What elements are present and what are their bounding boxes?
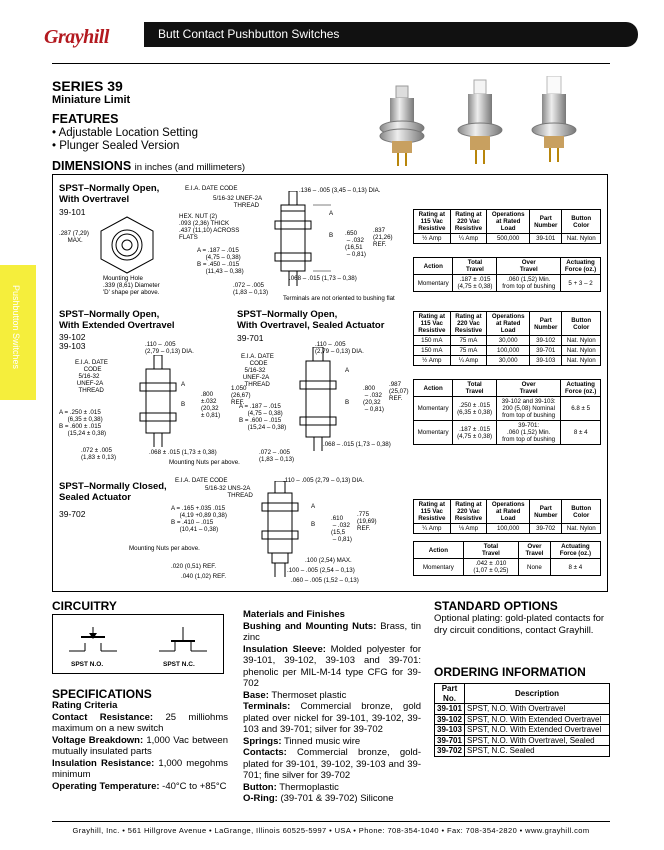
feature-item: • Adjustable Location Setting	[52, 127, 198, 139]
dimensions-title: DIMENSIONS in inches (and millimeters)	[52, 159, 246, 173]
dim-072-2: .072 ± .005 (1,83 ± 0,13)	[81, 447, 117, 461]
specifications-body: Rating Criteria Contact Resistance: 25 milliohms maximum on a new switch Voltage Breakdown: 1,000 Vac between mutually insulated parts Insulation Resistance: 1,000 megohms minimum Operating Temperature: -40°C to +85°C	[52, 700, 229, 792]
travel-table-1: Action Total Travel Over Travel Actuating Force (oz.) Momentary .187 ± .015 (4,75 ± 0,38) .060 (1,52) Min. from top of bushing 5 + 3 – 2	[413, 257, 601, 292]
grayhill-logo: Grayhill	[44, 26, 109, 48]
section-39-102-code: 39-102 39-103	[59, 332, 86, 351]
section-39-102-title: SPST–Normally Open, With Extended Overtravel	[59, 309, 175, 331]
dim-650: .650 – .032 (16,51 – 0,81)	[345, 230, 366, 258]
ordering-col-part: Part No.	[435, 684, 465, 704]
label-a-1: A	[329, 210, 334, 217]
dim-287: .287 (7,29) MAX.	[59, 230, 89, 244]
dim-060: .060 – .005 (1,52 – 0,13)	[291, 577, 359, 584]
th-part: Part Number	[530, 210, 562, 234]
thread-4: 5/16-32 UNS-2A THREAD	[205, 485, 253, 499]
ordering-title: ORDERING INFORMATION	[434, 665, 586, 679]
label-a-4: A	[311, 503, 316, 510]
product-photos	[368, 76, 600, 168]
switch-photo-image	[368, 76, 600, 168]
dim-100: .100 – .005 (2,54 – 0,13)	[287, 567, 355, 574]
eia-code-4: E.I.A. DATE CODE	[175, 477, 228, 484]
dia-110-4: .110 – .005 (2,79 – 0,13) DIA.	[283, 477, 365, 484]
section-39-701-code: 39-701	[237, 333, 264, 343]
section-39-101-title: SPST–Normally Open, With Overtravel	[59, 183, 160, 205]
a-b-dims-2: A = .250 ± .015 (6,35 ± 0,38) B = .600 ± .015 (15,24 ± 0,38)	[59, 409, 107, 437]
circuit-nc-label: SPST N.C.	[163, 661, 195, 668]
label-a-2: A	[181, 381, 186, 388]
dia-110-2: .110 – .005 (2,79 – 0,13) DIA.	[145, 341, 194, 355]
dim-100-max: .100 (2,54) MAX.	[305, 557, 352, 564]
table-row: 150 mA 75 mA 30,000 39-102 Nat. Nylon	[414, 336, 601, 346]
mount-nuts-4: Mounting Nuts per above.	[129, 545, 200, 552]
hex-nut-drawing	[97, 215, 157, 275]
table-row: 39-702 SPST, N.C. Sealed	[435, 746, 610, 757]
travel-table-2: Action Total Travel Over Travel Actuating Force (oz.) Momentary .250 ± .015 (6,35 ± 0,38) 39-102 and 39-103: 200 (5,08) Nominal from top of bushing 6.8 ± 5 Momentary .187 ± .015 (4,75 ± 0,38) 39-701: .060 (1,52) Min. from top of bushing 8 ± 4	[413, 379, 601, 445]
switch-drawing-4	[245, 481, 315, 581]
dim-068-2: .068 ± .015 (1,73 ± 0,38)	[149, 449, 217, 456]
footer-rule	[52, 821, 610, 822]
circuitry-panel	[52, 614, 224, 674]
features-list	[52, 127, 198, 153]
dim-610: .610 – .032 (15,5 – 0,81)	[331, 515, 352, 543]
dim-072-1: .072 – .005 (1,83 – 0,13)	[233, 282, 269, 296]
header-rule	[52, 63, 610, 64]
terminals-note: Terminals are not oriented to bushing flat	[283, 295, 395, 302]
th-button: Button Color	[562, 210, 601, 234]
th-rating220: Rating at 220 Vac Resistive	[450, 210, 487, 234]
dim-837: .837 (21,26) REF.	[373, 227, 393, 248]
table-row: 39-101 SPST, N.O. With Overtravel	[435, 704, 610, 715]
table-row: ¼ Amp ⅛ Amp 100,000 39-702 Nat. Nylon	[414, 524, 601, 534]
side-tab	[0, 265, 36, 400]
dia-136: .136 – .005 (3,45 – 0,13) DIA.	[299, 187, 381, 194]
dim-800: .800 ±.032 (20,32 ± 0,81)	[201, 391, 221, 419]
label-b-4: B	[311, 521, 316, 528]
label-b-1: B	[329, 232, 334, 239]
a-b-dims-4: A = .165 +.035 .015 (4,19 +0,89 0,38) B = .410 – .015 (10,41 – 0,38)	[171, 505, 227, 533]
dim-020: .020 (0,51) REF.	[171, 563, 217, 570]
dim-987: .987 (25,07) REF.	[389, 381, 409, 402]
label-a-3: A	[345, 367, 350, 374]
materials-body: Materials and Finishes Bushing and Mounting Nuts: Brass, tin zinc Insulation Sleeve: Molded polyester for 39-101, 39-102, 39-103 and 39-701: phenolic per MIL-M-14 type CFG for 39-702 Base: Thermoset plastic Terminals: Commercial bronze, gold plated over nickel for 39-101, 39-102, 39-103 and 39-701; silver for 39-702 Springs: Tinned music wire Contacts: Commercial bronze, gold-plated for 39-101, 39-102, 39-103 and 39-701; fine silver for 39-702 Button: Thermoplastic O-Ring: (39-701 & 39-702) Silicone	[243, 609, 421, 804]
th-rating115: Rating at 115 Vac Resistive	[414, 210, 451, 234]
series-subtitle: Miniature Limit	[52, 94, 131, 106]
ratings-table-3: Rating at 115 Vac Resistive Rating at 220 Vac Resistive Operations at Rated Load Part Number Button Color ¼ Amp ⅛ Amp 100,000 39-702 Nat. Nylon	[413, 499, 601, 534]
eia-thread-3: E.I.A. DATE CODE 5/16-32 UNEF-2A THREAD	[241, 353, 274, 388]
standard-options-text: Optional plating: gold-plated contacts for dry circuit conditions, contact Grayhill.	[434, 613, 605, 636]
dimensions-panel	[52, 174, 608, 592]
ordering-col-desc: Description	[465, 684, 610, 704]
ratings-table-1	[413, 209, 601, 244]
table-row: 150 mA 75 mA 100,000 39-701 Nat. Nylon	[414, 346, 601, 356]
dim-775: .775 (19,69) REF.	[357, 511, 377, 532]
dia-110-3: .110 – .005 (2,79 – 0,13) DIA.	[315, 341, 364, 355]
label-b-3: B	[345, 399, 350, 406]
table-row: 39-103 SPST, N.O. With Extended Overtravel	[435, 725, 610, 736]
dim-072-3: .072 – .005 (1,83 – 0,13)	[259, 449, 295, 463]
specifications-title: SPECIFICATIONS	[52, 687, 152, 701]
table-row: 39-102 SPST, N.O. With Extended Overtravel	[435, 714, 610, 725]
circuit-schematic	[65, 625, 215, 659]
table-row: ½ Amp ¼ Amp 500,000 39-101 Nat. Nylon	[414, 234, 601, 244]
travel-table-3: Action Total Travel Over Travel Actuating Force (oz.) Momentary .042 ± .010 (1,07 ± 0,25) None 8 ± 4	[413, 541, 601, 576]
section-39-702-code: 39-702	[59, 509, 86, 519]
section-39-701-title: SPST–Normally Open, With Overtravel, Sealed Actuator	[237, 309, 385, 331]
mount-nuts-2: Mounting Nuts per above.	[169, 459, 240, 466]
header-bar	[144, 22, 638, 47]
dim-1050: 1.050 (26,67) REF.	[231, 385, 251, 406]
table-row: Momentary .187 ± .015 (4,75 ± 0,38) .060 (1,52) Min. from top of bushing 5 + 3 – 2	[414, 275, 601, 292]
a-b-dims-1: A = .187 – .015 (4,75 – 0,38) B = .450 – .015 (11,43 – 0,38)	[197, 247, 244, 275]
ordering-table	[434, 683, 610, 757]
feature-item: • Plunger Sealed Version	[52, 140, 180, 152]
dim-800-3: .800 – .032 (20,32 – 0,81)	[363, 385, 384, 413]
features-title: FEATURES	[52, 112, 119, 126]
standard-options-title: STANDARD OPTIONS	[434, 599, 558, 613]
th-operations: Operations at Rated Load	[487, 210, 530, 234]
table-row: Momentary .250 ± .015 (6,35 ± 0,38) 39-102 and 39-103: 200 (5,08) Nominal from top of bushing 6.8 ± 5	[414, 397, 601, 421]
header-title: Butt Contact Pushbutton Switches	[158, 27, 340, 41]
circuit-no-label: SPST N.O.	[71, 661, 104, 668]
table-row: 39-701 SPST, N.O. With Overtravel, Sealed	[435, 735, 610, 746]
ratings-table-2: Rating at 115 Vac Resistive Rating at 220 Vac Resistive Operations at Rated Load Part Number Button Color 150 mA 75 mA 30,000 39-102 Nat. Nylon 150 mA 75 mA 100,000 39-701 Nat. Nylon ½ Amp ¼ Amp 30,000 39-103 Nat. Nylon	[413, 311, 601, 366]
section-39-702-title: SPST–Normally Closed, Sealed Actuator	[59, 481, 167, 503]
eia-code-1: E.I.A. DATE CODE	[185, 185, 238, 192]
dim-068-1: .068 – .015 (1,73 – 0,38)	[289, 275, 357, 282]
mounting-hole-note: Mounting Hole .339 (8,61) Diameter 'D' shape per above.	[103, 275, 160, 296]
section-39-101-code: 39-101	[59, 207, 86, 217]
dim-068-3: .068 – .015 (1,73 – 0,38)	[323, 441, 391, 448]
table-row: Momentary .187 ± .015 (4,75 ± 0,38) 39-701: .060 (1,52) Min. from top of bushing 8 ± 4	[414, 421, 601, 445]
footer-contact: Grayhill, Inc. • 561 Hillgrove Avenue • LaGrange, Illinois 60525-5997 • USA • Phone: 708-354-1040 • Fax: 708-354-2820 • www.grayhill.com	[72, 826, 590, 835]
hex-nut-note: HEX. NUT (2) .093 (2,36) THICK .437 (11,10) ACROSS FLATS	[179, 213, 240, 241]
circuitry-title: CIRCUITRY	[52, 599, 117, 613]
table-row: ½ Amp ¼ Amp 30,000 39-103 Nat. Nylon	[414, 356, 601, 366]
series-title: SERIES 39	[52, 78, 123, 94]
dim-040: .040 (1,02) REF.	[181, 573, 227, 580]
table-row: Momentary .042 ± .010 (1,07 ± 0,25) None 8 ± 4	[414, 559, 601, 576]
eia-thread-2: E.I.A. DATE CODE 5/16-32 UNEF-2A THREAD	[75, 359, 108, 394]
side-tab-label: Pushbutton Switches	[11, 285, 21, 370]
label-b-2: B	[181, 401, 186, 408]
a-b-dims-3: A = .187 – .015 (4,75 – 0,38) B = .600 – .015 (15,24 – 0,38)	[239, 403, 287, 431]
thread-1: 5/16-32 UNEF-2A THREAD	[213, 195, 263, 209]
